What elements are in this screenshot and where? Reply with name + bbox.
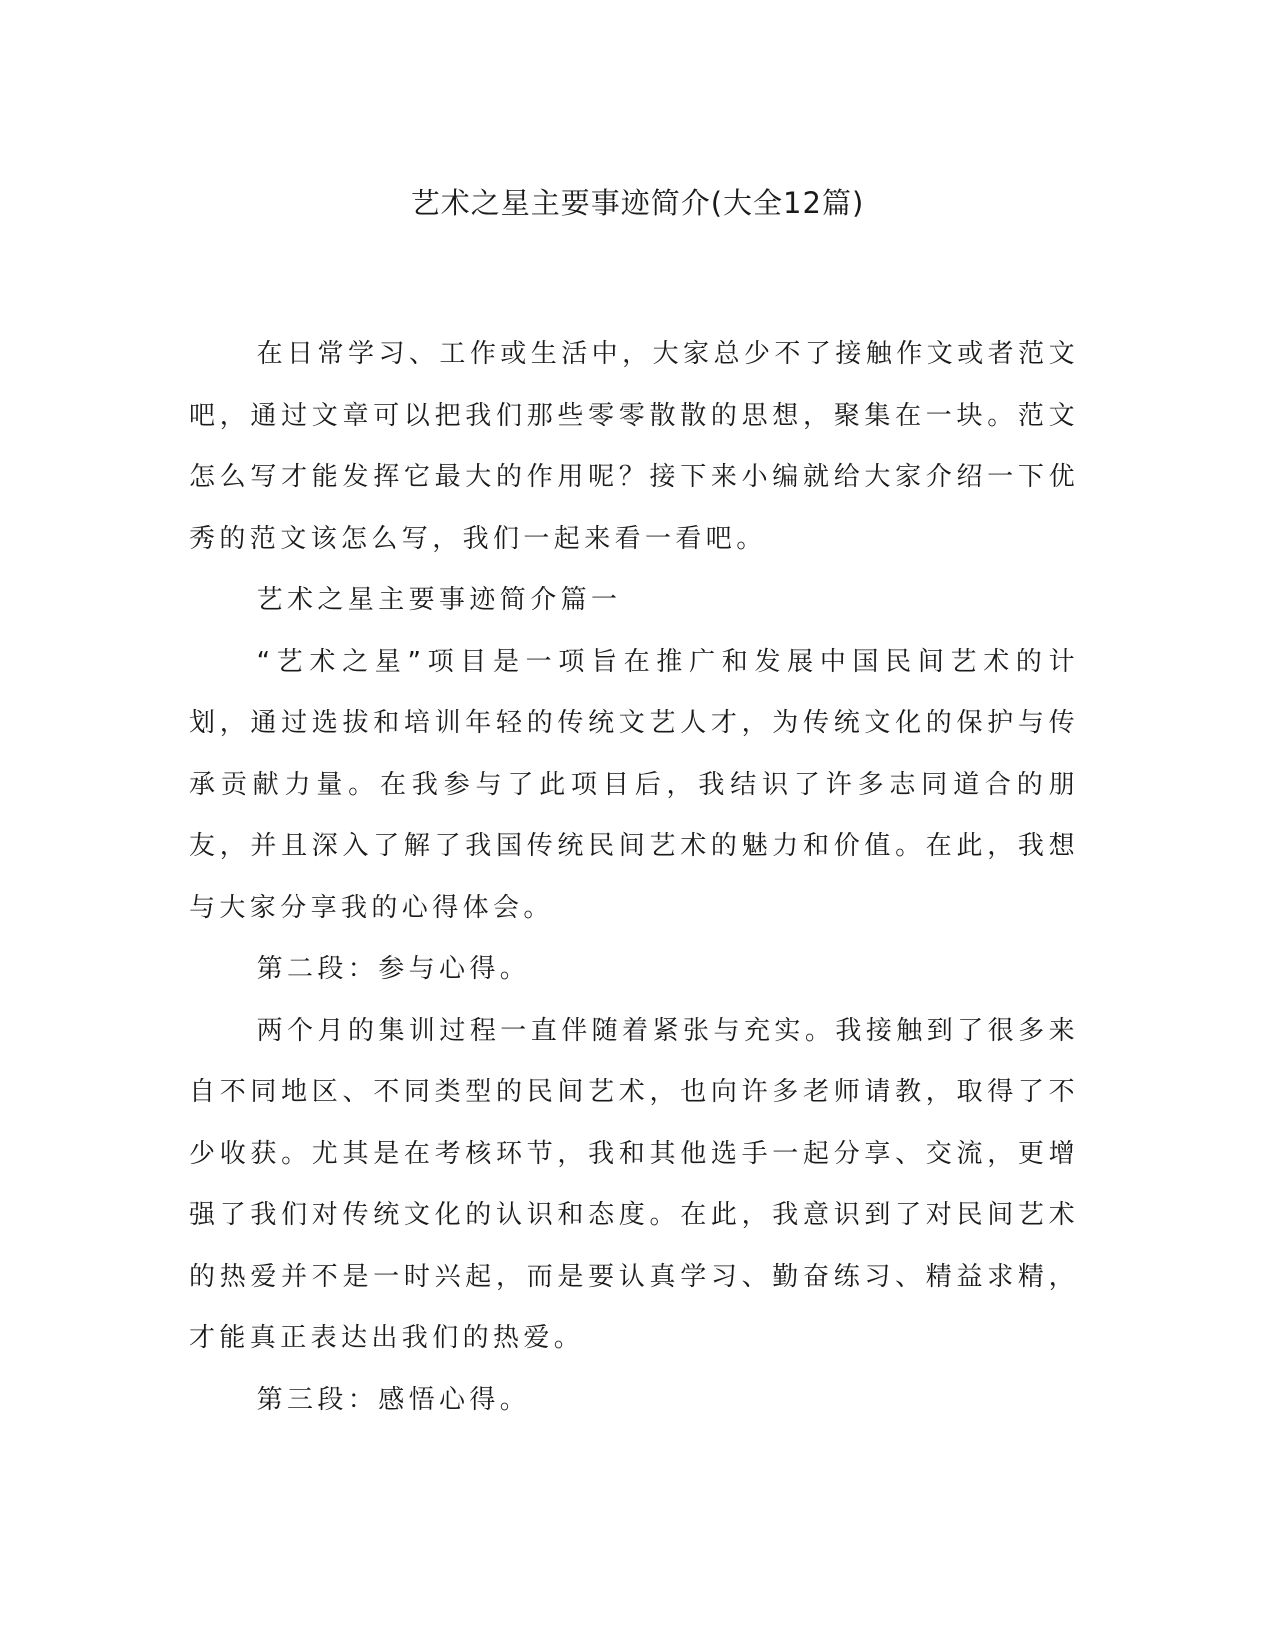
section-heading-third: 第三段：感悟心得。 xyxy=(256,1384,531,1415)
document-title: 艺术之星主要事迹简介(大全12篇) xyxy=(410,186,865,220)
project-intro-paragraph: “艺术之星”项目是一项旨在推广和发展中国民间艺术的计划，通过选拔和培训年轻的传统文艺人才，为传统文化的保护与传承贡献力量。在我参与了此项目后，我结识了许多志同道合的朋友，并且深入了解了我国传统民间艺术的魅力和价值。在此，我想与大家分享我的心得体会。 xyxy=(189,646,1079,923)
document-body xyxy=(189,324,1079,1431)
participation-paragraph: 两个月的集训过程一直伴随着紧张与充实。我接触到了很多来自不同地区、不同类型的民间艺术，也向许多老师请教，取得了不少收获。尤其是在考核环节，我和其他选手一起分享、交流，更增强了我们对传统文化的认识和态度。在此，我意识到了对民间艺术的热爱并不是一时兴起，而是要认真学习、勤奋练习、精益求精，才能真正表达出我们的热爱。 xyxy=(189,1015,1079,1353)
intro-paragraph: 在日常学习、工作或生活中，大家总少不了接触作文或者范文吧，通过文章可以把我们那些零零散散的思想，聚集在一块。范文怎么写才能发挥它最大的作用呢？接下来小编就给大家介绍一下优秀的范文该怎么写，我们一起来看一看吧。 xyxy=(189,339,1079,554)
section-heading-second: 第二段：参与心得。 xyxy=(256,954,531,984)
section-heading-part-one: 艺术之星主要事迹简介篇一 xyxy=(256,585,622,615)
